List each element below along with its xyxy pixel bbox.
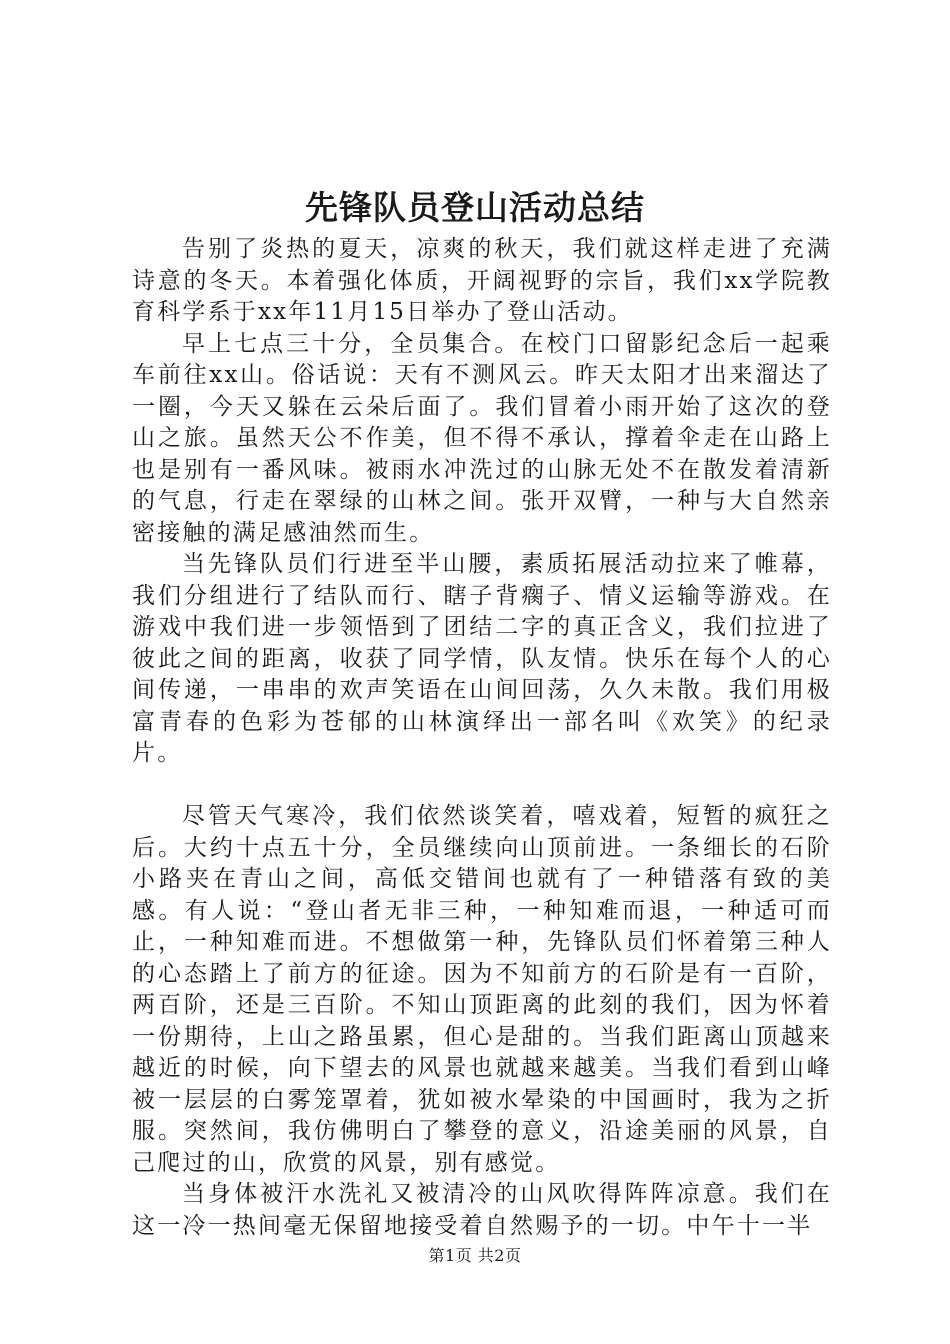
- page-number-footer: 第1页 共2页: [428, 1246, 522, 1265]
- paragraph-spacer: [132, 770, 832, 802]
- paragraph-5: 当身体被汗水洗礼又被清冷的山风吹得阵阵凉意。我们在这一冷一热间毫无保留地接受着自然赐予的一切。中午十一半: [132, 1181, 832, 1239]
- paragraph-2: 早上七点三十分，全员集合。在校门口留影纪念后一起乘车前往xx山。俗话说：天有不测风云。昨天太阳才出来溜达了一圈，今天又躲在云朵后面了。我们冒着小雨开始了这次的登山之旅。虽然天公不作美，但不得不承认，撑着伞走在山路上也是别有一番风味。被雨水冲洗过的山脉无处不在散发着清新的气息，行走在翠绿的山林之间。张开双臂，一种与大自然亲密接触的满足感油然而生。: [132, 330, 832, 546]
- paragraph-3: 当先锋队员们行进至半山腰，素质拓展活动拉来了帷幕，我们分组进行了结队而行、瞎子背瘸子、情义运输等游戏。在游戏中我们进一步领悟到了团结二字的真正含义，我们拉进了彼此之间的距离，收获了同学情，队友情。快乐在每个人的心间传递，一串串的欢声笑语在山间回荡，久久未散。我们用极富青春的色彩为苍郁的山林演绎出一部名叫《欢笑》的纪录片。: [132, 551, 832, 766]
- document-body: [132, 234, 832, 1242]
- document-title: 先锋队员登山活动总结: [305, 188, 645, 227]
- paragraph-1: 告别了炎热的夏天，凉爽的秋天，我们就这样走进了充满诗意的冬天。本着强化体质，开阔视野的宗旨，我们xx学院教育科学系于xx年11月15日举办了登山活动。: [132, 236, 832, 325]
- paragraph-4: 尽管天气寒冷，我们依然谈笑着，嘻戏着，短暂的疯狂之后。大约十点五十分，全员继续向山顶前进。一条细长的石阶小路夹在青山之间，高低交错间也就有了一种错落有致的美感。有人说：“登山者无非三种，一种知难而退，一种适可而止，一种知难而进。不想做第一种，先锋队员们怀着第三种人的心态踏上了前方的征途。因为不知前方的石阶是有一百阶，两百阶，还是三百阶。不知山顶距离的此刻的我们，因为怀着一份期待，上山之路虽累，但心是甜的。当我们距离山顶越来越近的时候，向下望去的风景也就越来越美。当我们看到山峰被一层层的白雾笼罩着，犹如被水晕染的中国画时，我为之折服。突然间，我仿佛明白了攀登的意义，沿途美丽的风景，自己爬过的山，欣赏的风景，别有感觉。: [132, 803, 832, 1176]
